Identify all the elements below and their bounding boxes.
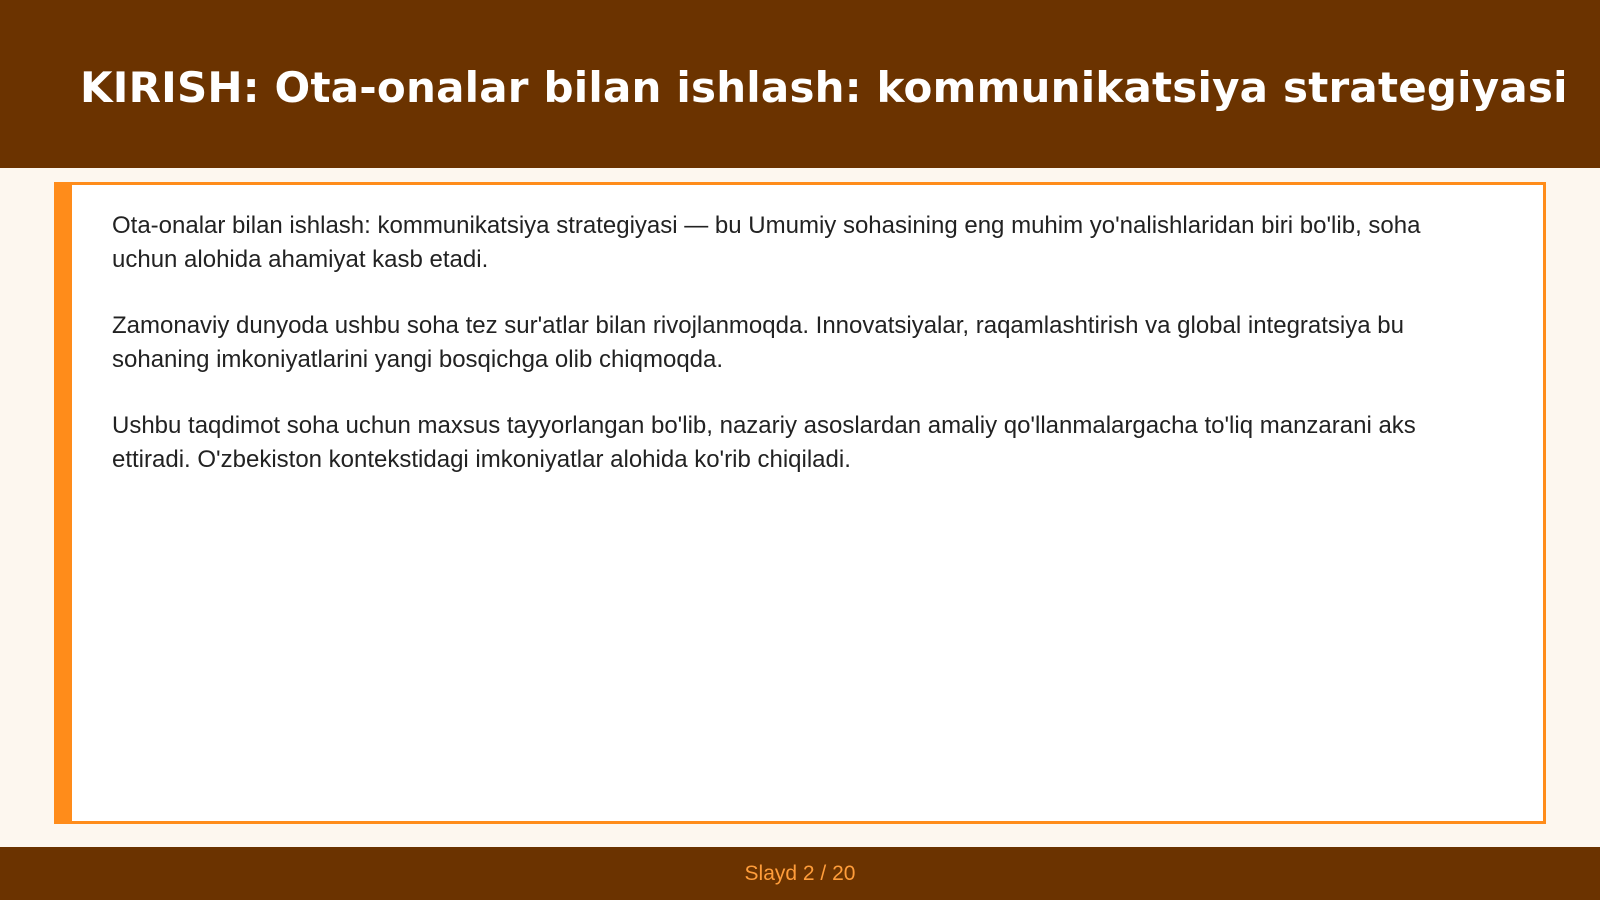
slide-footer bbox=[0, 847, 1600, 900]
slide-title: KIRISH: Ota-onalar bilan ishlash: kommunikatsiya strategiyasi bbox=[80, 63, 1568, 112]
paragraph-intro: Ota-onalar bilan ishlash: kommunikatsiya strategiyasi — bu Umumiy sohasining eng muhim yo'nalishlaridan biri bo'lib, soha uchun alohida ahamiyat kasb etadi. bbox=[112, 212, 1421, 273]
paragraph-presentation: Ushbu taqdimot soha uchun maxsus tayyorlangan bo'lib, nazariy asoslardan amaliy qo'llanmalargacha to'liq manzarani aks ettiradi. O'zbekiston kontekstidagi imkoniyatlar alohida ko'rib chiqiladi. bbox=[112, 412, 1416, 473]
paragraph-modern-world: Zamonaviy dunyoda ushbu soha tez sur'atlar bilan rivojlanmoqda. Innovatsiyalar, raqamlashtirish va global integratsiya bu sohaning imkoniyatlarini yangi bosqichga olib chiqmoqda. bbox=[112, 312, 1404, 373]
content-body bbox=[112, 209, 1492, 509]
slide-header bbox=[0, 0, 1600, 168]
slide-counter: Slayd 2 / 20 bbox=[744, 862, 856, 885]
content-card bbox=[54, 182, 1546, 824]
